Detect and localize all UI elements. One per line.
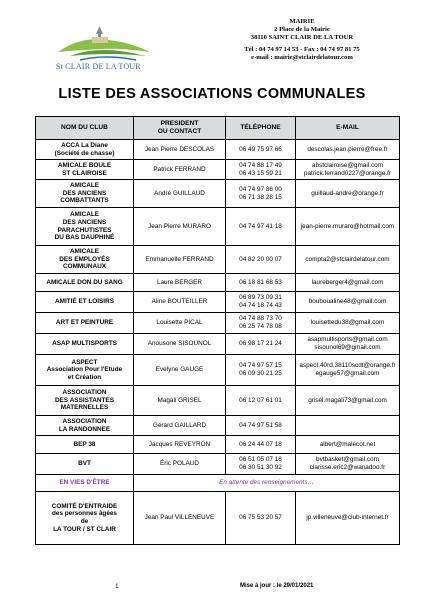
club-name: AMITIÉ ET LOISIRS bbox=[36, 292, 134, 313]
table-row bbox=[36, 454, 400, 475]
club-name: ASPECT Association Pour l'Etude et Création bbox=[36, 355, 134, 386]
contact-name: Jacques REVEYRON bbox=[134, 436, 226, 454]
phone-number: 06 24 44 07 18 bbox=[226, 436, 296, 454]
club-name: ASAP MULTISPORTS bbox=[36, 334, 134, 355]
table-row bbox=[36, 140, 400, 160]
contact-name: Louisette PICAL bbox=[134, 313, 226, 334]
contact-name: Laure BERGER bbox=[134, 274, 226, 292]
phone-number: 04 74 88 17 49 06 43 15 59 21 bbox=[226, 160, 296, 180]
email-address[interactable]: aspect.40rd.38110scdt@orange.fr egauge57@gmail.com bbox=[296, 355, 400, 386]
phone-number: 06 18 81 68 53 bbox=[226, 274, 296, 292]
column-header: E-MAIL bbox=[296, 117, 400, 140]
contact-name: Aline BOUTEILLER bbox=[134, 292, 226, 313]
contact-name: Jean Pierre DESCOLAS bbox=[134, 140, 226, 160]
email-address[interactable]: asapmultisports@gmail.com sisounol69@gmail.com bbox=[296, 334, 400, 355]
column-header: PRESIDENT OU CONTACT bbox=[134, 117, 226, 140]
email-address[interactable]: jp.villeneuve@club-internet.fr bbox=[296, 492, 400, 545]
page-number: 1 bbox=[115, 583, 119, 590]
pending-note: En attente des renseignements… bbox=[134, 475, 400, 492]
email-address[interactable]: bouboualine48@gmail.com bbox=[296, 292, 400, 313]
column-header: TÉLÉPHONE bbox=[226, 117, 296, 140]
club-name: ASSOCIATION DES ASSISTANTES MATERNELLES bbox=[36, 386, 134, 416]
phone-number: 06 98 17 21 24 bbox=[226, 334, 296, 355]
phone-number: 06 51 05 07 18 06 30 51 30 92 bbox=[226, 454, 296, 475]
table-row bbox=[36, 436, 400, 454]
table-row bbox=[36, 246, 400, 274]
table-row bbox=[36, 180, 400, 208]
club-name: AMICALE DES EMPLOYÉS COMMUNAUX bbox=[36, 246, 134, 274]
table-row bbox=[36, 355, 400, 386]
email-address[interactable]: laureberger4@gmail.com bbox=[296, 274, 400, 292]
contact-name: Evelyne GAUGE bbox=[134, 355, 226, 386]
address-line: MAIRIE bbox=[289, 18, 315, 25]
column-header: NOM DU CLUB bbox=[36, 117, 134, 140]
email-address[interactable]: albert@malecot.net bbox=[296, 436, 400, 454]
table-body bbox=[36, 140, 400, 545]
contact-name: Jean Pierre MURARO bbox=[134, 208, 226, 246]
table-row bbox=[36, 274, 400, 292]
email-address[interactable]: abstclairoise@gmail.com patrick.ferrand0227@orange.fr bbox=[296, 160, 400, 180]
table-row bbox=[36, 334, 400, 355]
table-row bbox=[36, 475, 400, 492]
table-header-row bbox=[36, 117, 400, 140]
phone-number: 06 12 07 61 01 bbox=[226, 386, 296, 416]
club-name: BVT bbox=[36, 454, 134, 475]
last-updated: Mise à jour : le 29/01/2021 bbox=[240, 583, 314, 589]
club-name: AMICALE DES ANCIENS COMBATTANTS bbox=[36, 180, 134, 208]
contact-name: Emmanuelle FERRAND bbox=[134, 246, 226, 274]
logo-caption: St CLAIR DE LA TOUR bbox=[56, 62, 141, 71]
contact-name: André GUILLAUD bbox=[134, 180, 226, 208]
contact-name: Patrick FERRAND bbox=[134, 160, 226, 180]
email-address[interactable]: grisel.magali73@gmail.com bbox=[296, 386, 400, 416]
address-email: e-mail : mairie@stclairdelatour.com bbox=[251, 53, 353, 61]
phone-number: 04 74 97 57 15 06 09 30 21 25 bbox=[226, 355, 296, 386]
contact-name: Anousone SISOUNOL bbox=[134, 334, 226, 355]
email-address[interactable]: louisettedu38@gmail.com bbox=[296, 313, 400, 334]
table-row bbox=[36, 313, 400, 334]
mairie-address bbox=[222, 18, 382, 62]
contact-name: Magali GRISEL bbox=[134, 386, 226, 416]
contact-name: Éric POLAUD bbox=[134, 454, 226, 475]
table-row bbox=[36, 416, 400, 436]
phone-number: 06 89 73 09 31 04 74 18 74 43 bbox=[226, 292, 296, 313]
club-name: ACCA La Diane (Société de chasse) bbox=[36, 140, 134, 160]
phone-number: 04 82 20 00 07 bbox=[226, 246, 296, 274]
phone-number: 04 74 88 73 70 06 25 74 78 08 bbox=[226, 313, 296, 334]
table-row bbox=[36, 292, 400, 313]
club-name: AMICALE DES ANCIENS PARACHUTISTES DU BAS DAUPHINÉ bbox=[36, 208, 134, 246]
table-row bbox=[36, 386, 400, 416]
club-name: ASSOCIATION LA RANDONNEE bbox=[36, 416, 134, 436]
address-line: 38110 SAINT CLAIR DE LA TOUR bbox=[250, 34, 354, 42]
club-name: ART ET PEINTURE bbox=[36, 313, 134, 334]
email-address[interactable]: bvtbasket@gmail.com clarisse.eric2@wanadoo.fr bbox=[296, 454, 400, 475]
phone-number: 06 49 75 97 66 bbox=[226, 140, 296, 160]
phone-number: 04 74 97 86 00 06 71 38 28 15 bbox=[226, 180, 296, 208]
table-row bbox=[36, 492, 400, 545]
email-address[interactable]: jean-pierre.muraro@hotmail.com bbox=[296, 208, 400, 246]
phone-number: 04 74 97 41 18 bbox=[226, 208, 296, 246]
associations-table bbox=[35, 116, 400, 545]
address-line: 2 Place de la Mairie bbox=[274, 26, 330, 34]
club-name: EN VIES D'ÊTRE bbox=[36, 475, 134, 492]
contact-name: Gérard GAILLARD bbox=[134, 416, 226, 436]
phone-number: 04 74 97 51 58 bbox=[226, 416, 296, 436]
club-name: COMITÉ D'ENTRAIDE des personnes âgées de LA TOUR / ST CLAIR bbox=[36, 492, 134, 545]
club-name: AMICALE BOULE ST CLAIROISE bbox=[36, 160, 134, 180]
phone-number: 06 75 53 20 57 bbox=[226, 492, 296, 545]
email-address[interactable]: guillaud-andre@orange.fr bbox=[296, 180, 400, 208]
page-title: LISTE DES ASSOCIATIONS COMMUNALES bbox=[58, 86, 366, 102]
contact-name: Jean Paul VILLENEUVE bbox=[134, 492, 226, 545]
email-address[interactable]: descolas.jean.pierre@free.fr bbox=[296, 140, 400, 160]
address-phone: Tél : 04 74 97 14 53 - Fax : 04 74 97 81 75 bbox=[244, 45, 360, 53]
email-address[interactable]: compta2@stclairdelatour.com bbox=[296, 246, 400, 274]
table-row bbox=[36, 160, 400, 180]
email-address bbox=[296, 416, 400, 436]
table-row bbox=[36, 208, 400, 246]
club-name: BEP 38 bbox=[36, 436, 134, 454]
club-name: AMICALE DON DU SANG bbox=[36, 274, 134, 292]
